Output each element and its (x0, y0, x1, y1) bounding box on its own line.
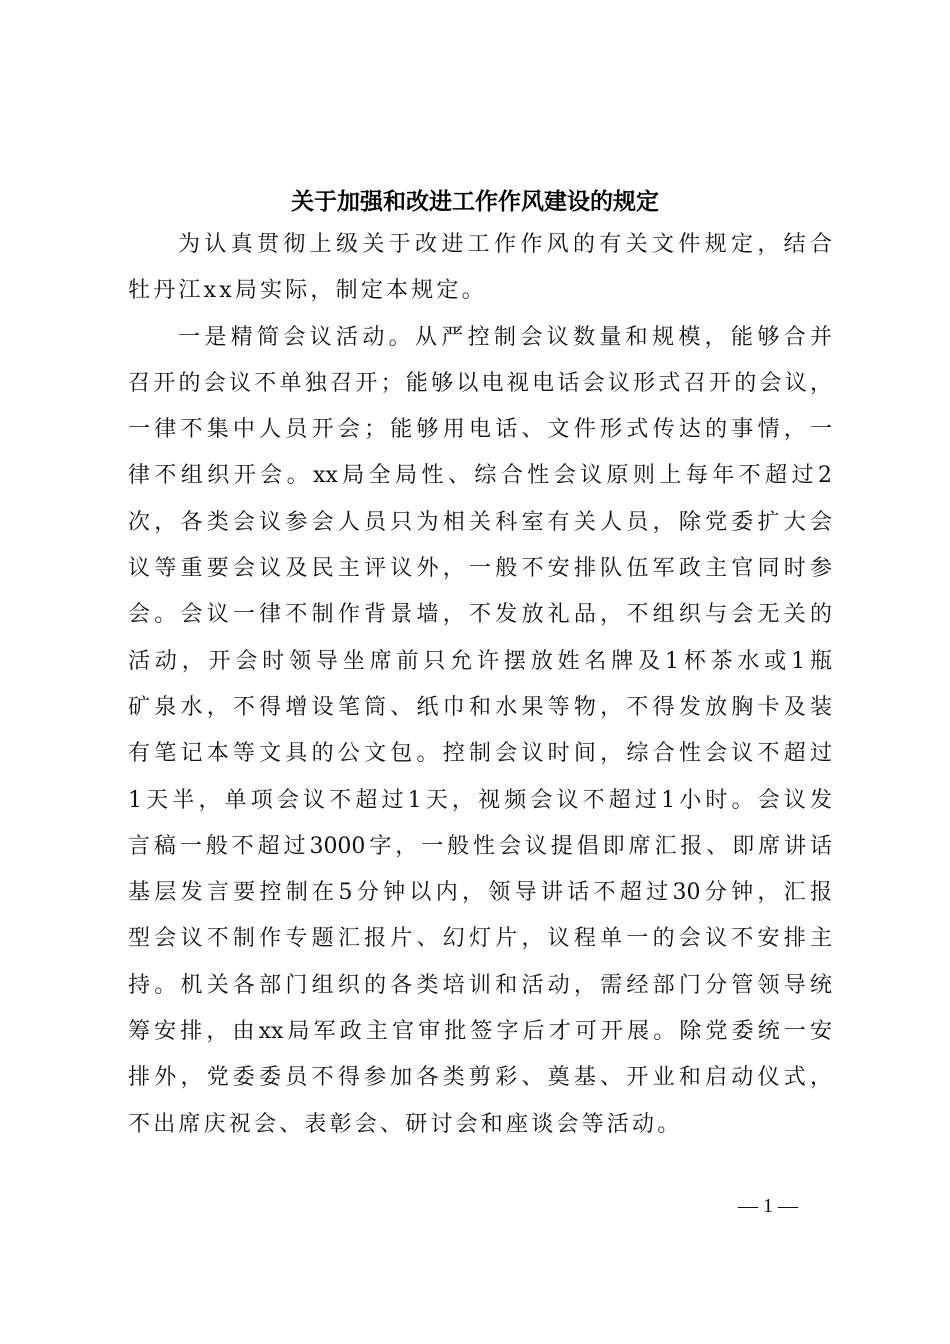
paragraph-2-line-15: 持。机关各部门组织的各类培训和活动，需经部门分管领导统 (128, 972, 832, 998)
document-title: 关于加强和改进工作作风建设的规定 (291, 188, 659, 215)
page-number: — 1 — (738, 1195, 798, 1217)
paragraph-2-line-3: 一律不集中人员开会；能够用电话、文件形式传达的事情，一 (128, 417, 832, 443)
paragraph-2-line-12: 言稿一般不超过3000字，一般性会议提倡即席汇报、即席讲话 (128, 833, 832, 859)
paragraph-2-line-18: 不出席庆祝会、表彰会、研讨会和座谈会等活动。 (128, 1111, 683, 1137)
paragraph-2-line-11: 1天半，单项会议不超过1天，视频会议不超过1小时。会议发 (128, 787, 832, 813)
paragraph-2-line-1: 一是精简会议活动。从严控制会议数量和规模，能够合并 (178, 324, 832, 350)
paragraph-2-line-17: 排外，党委委员不得参加各类剪彩、奠基、开业和启动仪式， (128, 1065, 832, 1091)
paragraph-2-line-16: 筹安排，由xx局军政主官审批签字后才可开展。除党委统一安 (128, 1019, 832, 1045)
paragraph-1-line-1: 为认真贯彻上级关于改进工作作风的有关文件规定，结合 (178, 232, 832, 257)
paragraph-2-line-13: 基层发言要控制在5分钟以内，领导讲话不超过30分钟，汇报 (128, 880, 832, 906)
paragraph-2-line-4: 律不组织开会。xx局全局性、综合性会议原则上每年不超过2 (128, 463, 832, 489)
paragraph-1-line-2: 牡丹江xx局实际，制定本规定。 (128, 278, 487, 304)
paragraph-2-line-5: 次，各类会议参会人员只为相关科室有关人员，除党委扩大会 (128, 509, 832, 535)
paragraph-2-line-9: 矿泉水，不得增设笔筒、纸巾和水果等物，不得发放胸卡及装 (128, 694, 832, 720)
paragraph-2-line-10: 有笔记本等文具的公文包。控制会议时间，综合性会议不超过 (128, 741, 832, 767)
paragraph-2-line-14: 型会议不制作专题汇报片、幻灯片，议程单一的会议不安排主 (128, 926, 832, 952)
paragraph-2-line-7: 会。会议一律不制作背景墙，不发放礼品，不组织与会无关的 (128, 602, 832, 628)
paragraph-2-line-2: 召开的会议不单独召开；能够以电视电话会议形式召开的会议， (128, 370, 832, 396)
paragraph-2-line-8: 活动，开会时领导坐席前只允许摆放姓名牌及1杯茶水或1瓶 (128, 648, 832, 674)
paragraph-2-line-6: 议等重要会议及民主评议外，一般不安排队伍军政主官同时参 (128, 556, 832, 582)
document-body (128, 222, 832, 1148)
